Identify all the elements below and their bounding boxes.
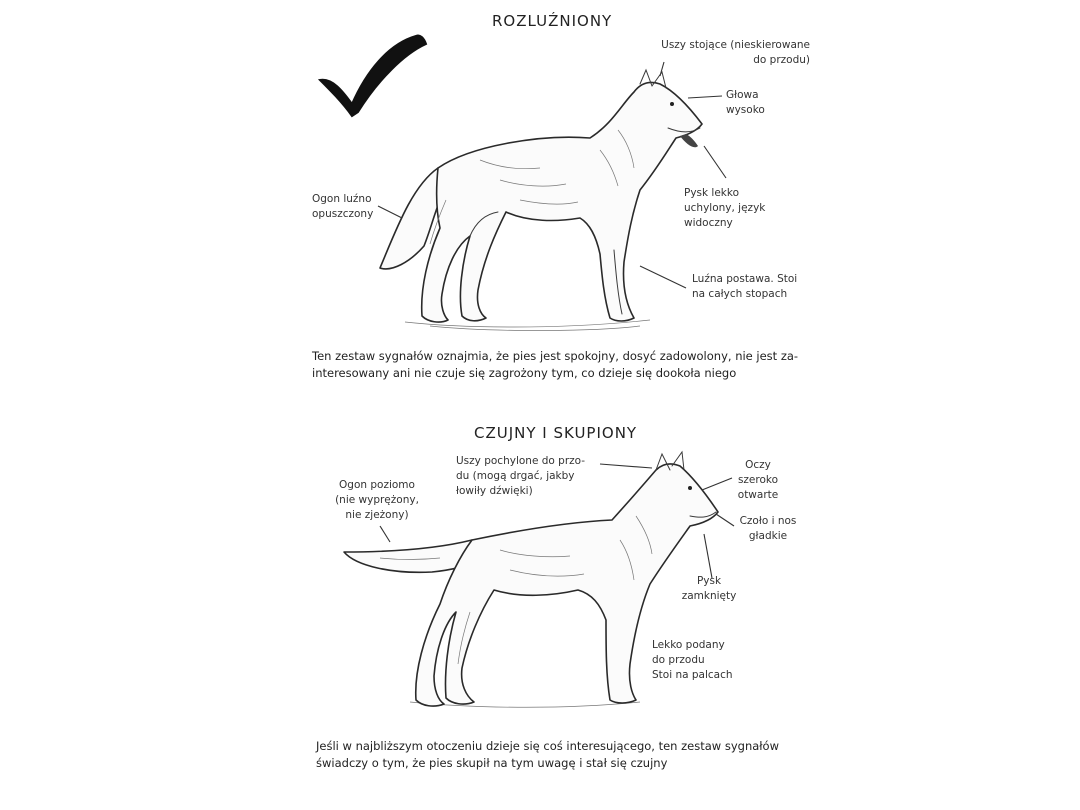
alert-label-tail: Ogon poziomo (nie wyprężony, nie zjeżony): [335, 479, 419, 521]
alert-caption: Jeśli w najbliższym otoczeniu dzieje się coś interesującego, ten zestaw sygnałów świadczy o tym, że pies skupił na tym uwagę i stał się czujny: [316, 739, 779, 770]
relaxed-title: ROZLUŹNIONY: [492, 12, 613, 30]
relaxed-label-head: Głowa wysoko: [726, 89, 765, 116]
relaxed-label-ears: Uszy stojące (nieskierowane do przodu): [661, 39, 810, 66]
alert-title: CZUJNY I SKUPIONY: [474, 424, 638, 442]
alert-label-mouth: Pysk zamknięty: [681, 575, 737, 602]
alert-label-ears: Uszy pochylone do przo- du (mogą drgać, jakby łowiły dźwięki): [456, 455, 586, 497]
relaxed-label-tail: Ogon luźno opuszczony: [312, 193, 374, 220]
alert-label-posture: Lekko podany do przodu Stoi na palcach: [652, 639, 733, 681]
relaxed-caption: Ten zestaw sygnałów oznajmia, że pies jest spokojny, dosyć zadowolony, nie jest za- interesowany ani nie czuje się zagrożony tym, co dzieje się dookoła niego: [312, 349, 799, 380]
relaxed-dog-drawing: [380, 70, 702, 331]
relaxed-label-posture: Luźna postawa. Stoi na całych stopach: [692, 273, 798, 300]
relaxed-label-mouth: Pysk lekko uchylony, język widoczny: [684, 187, 766, 229]
alert-label-eyes: Oczy szeroko otwarte: [737, 459, 779, 501]
alert-label-forehead: Czoło i nos gładkie: [739, 515, 797, 542]
checkmark-icon: [320, 35, 426, 116]
